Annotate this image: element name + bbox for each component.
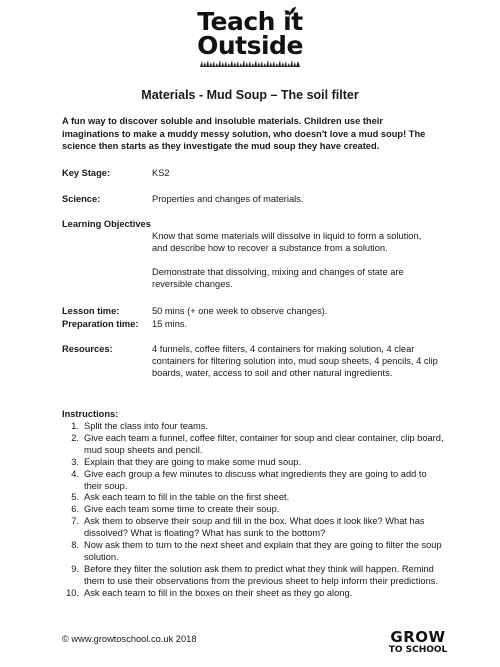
logo-line-2: Outside — [197, 31, 303, 60]
leaf-icon — [283, 6, 297, 18]
brand-bottom: TO SCHOOL — [388, 645, 448, 655]
resources-value: 4 funnels, coffee filters, 4 containers for making solution, 4 clear containers for filtering solution into, mud soup sheets, 4 pencils, 4 clip boards, water, access to soil and other natural ingredients. — [152, 344, 438, 378]
objective-item: Know that some materials will dissolve in liquid to form a solution, and describe how to recover a substance from a solution. — [152, 231, 422, 253]
list-item: 3. Explain that they are going to make some mud soup. — [71, 456, 302, 467]
list-item: 8. Now ask them to turn to the next sheet and explain that they are going to filter the soup solution. — [71, 540, 442, 562]
intro-paragraph: A fun way to discover soluble and insoluble materials. Children use their imaginations to make a muddy messy solution, who doesn't love a mud soup! The science then starts as they investigate the mud soup they have created. — [62, 116, 426, 151]
objective-item: Demonstrate that dissolving, mixing and changes of state are reversible changes. — [152, 267, 404, 289]
list-item: 9. Before they filter the solution ask them to predict what they think will happen. Remind them to use their observations from the previous sheet to help inform their predictions. — [71, 563, 438, 586]
list-item: 7. Ask them to observe their soup and fill in the box. What does it look like? What has dissolved? What is floating? What has sunk to the bottom? — [71, 516, 425, 539]
copyright-footer: © www.growtoschool.co.uk 2018 — [62, 634, 197, 644]
science-value: Properties and changes of materials. — [152, 194, 304, 204]
teach-it-outside-logo — [0, 7, 500, 67]
prep-time-label: Preparation time: — [62, 319, 139, 329]
science-label: Science: — [62, 194, 101, 204]
key-stage-value: KS2 — [152, 168, 170, 178]
list-item: 4. Give each group a few minutes to discuss what ingredients they are going to add to their soup. — [71, 468, 427, 491]
list-item: 10. Ask each team to fill in the boxes on their sheet as they go along. — [66, 587, 353, 598]
key-stage-label: Key Stage: — [62, 168, 111, 178]
list-item: 1. Split the class into four teams. — [71, 421, 209, 431]
page-title: Materials - Mud Soup – The soil filter — [141, 88, 359, 102]
grow-to-school-logo — [388, 630, 448, 655]
list-item: 2. Give each team a funnel, coffee filter, container for soup and clear container, clip board, mud soup sheets and pencil. — [71, 432, 444, 455]
resources-label: Resources: — [62, 344, 113, 354]
prep-time-value: 15 mins. — [152, 319, 188, 329]
list-item: 6. Give each team some time to create their soup. — [71, 504, 280, 515]
grass-icon — [200, 59, 300, 67]
list-item: 5. Ask each team to fill in the table on the first sheet. — [71, 492, 290, 503]
lesson-time-value: 50 mins (+ one week to observe changes). — [152, 306, 328, 316]
logo-line-1: Teach it — [197, 7, 303, 36]
instructions-heading: Instructions: — [62, 409, 119, 419]
brand-top: GROW — [390, 628, 446, 646]
learning-objectives-label: Learning Objectives — [62, 219, 151, 229]
lesson-time-label: Lesson time: — [62, 306, 120, 316]
instructions-list — [62, 421, 447, 600]
